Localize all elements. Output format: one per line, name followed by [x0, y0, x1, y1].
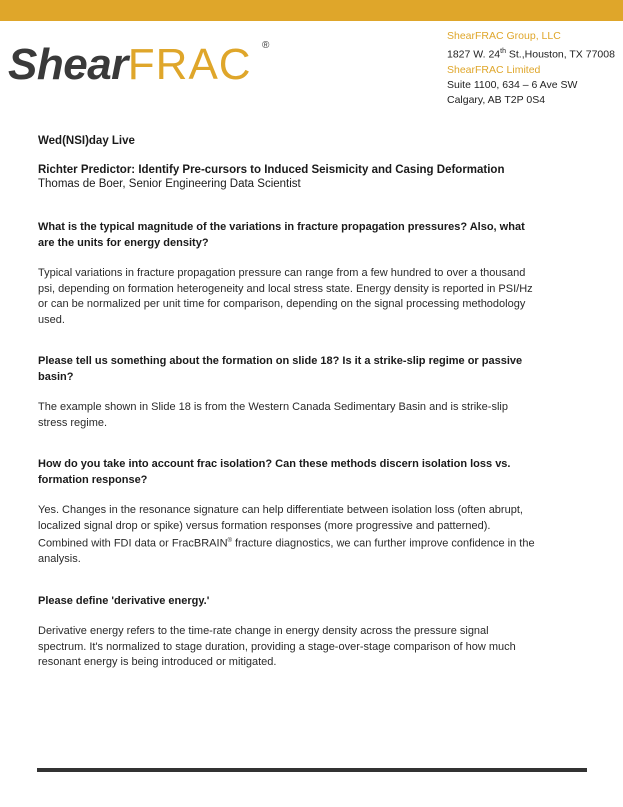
company-name-ca: ShearFRAC Limited	[447, 63, 541, 76]
address-ca-city: Calgary, AB T2P 0S4	[447, 94, 546, 107]
company-name-us: ShearFRAC Group, LLC	[447, 30, 561, 42]
logo-registered-mark: ®	[262, 40, 270, 51]
logo-frac-text: FRAC	[127, 40, 252, 89]
event-title: Wed(NSI)day Live	[38, 135, 135, 147]
talk-title: Richter Predictor: Identify Pre-cursors to Induced Seismicity and Casing Deformation	[38, 164, 505, 176]
answer-2: The example shown in Slide 18 is from the Western Canada Sedimentary Basin and is strike-slip stress regime.	[38, 401, 508, 429]
question-3: How do you take into account frac isolation? Can these methods discern isolation loss vs. formation response?	[38, 458, 511, 486]
shearfrac-logo	[8, 40, 270, 96]
footer-rule	[37, 768, 587, 772]
company-address-block	[447, 29, 615, 109]
top-accent-bar	[0, 0, 623, 21]
question-2: Please tell us something about the formation on slide 18? Is it a strike-slip regime or passive basin?	[38, 355, 523, 383]
speaker-name: Thomas de Boer, Senior Engineering Data Scientist	[38, 178, 301, 190]
answer-3: Yes. Changes in the resonance signature can help differentiate between isolation loss (often abrupt, localized signal drop or spike) versus formation responses (more progressive and patterned). Combined with FDI data or FracBRAIN® fracture diagnostics, we can further improve confidence in the analysis.	[38, 504, 535, 566]
logo-shear-text: Shear	[8, 40, 128, 89]
answer-1: Typical variations in fracture propagation pressure can range from a few hundred to over a thousand psi, depending on formation heterogeneity and local stress state. Energy density is reported in PSI/Hz or can be normalized per unit time for comparison, depending on the signal processing methodology used.	[38, 267, 533, 326]
question-1: What is the typical magnitude of the variations in fracture propagation pressures? Also, what are the units for energy density?	[38, 221, 525, 249]
address-us: 1827 W. 24th St.,Houston, TX 77008	[447, 48, 615, 61]
answer-4: Derivative energy refers to the time-rate change in energy density across the pressure signal spectrum. It's normalized to stage duration, providing a stage-over-stage comparison of how much resonant energy is being introduced or mitigated.	[38, 625, 516, 669]
address-ca-street: Suite 1100, 634 – 6 Ave SW	[447, 79, 578, 92]
document-body	[38, 135, 538, 671]
question-4: Please define 'derivative energy.'	[38, 594, 210, 607]
